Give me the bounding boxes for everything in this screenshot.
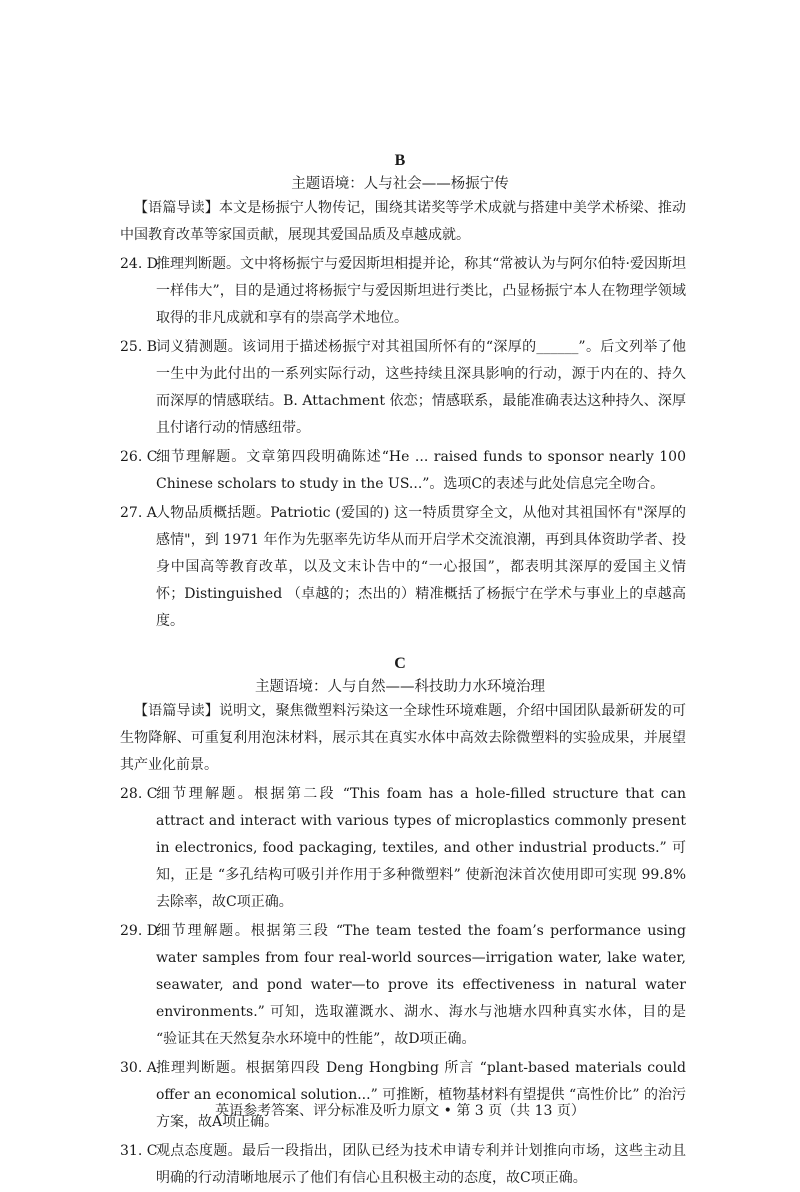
answer-number: 28. C: [120, 786, 158, 802]
answer-number: 29. D: [120, 923, 158, 939]
answer-explanation: 细节理解题。根据第三段 “The team tested the foam’s performance using water samples from four real-world sources—irrigation water, lake water, seawater, and pond water—to prove its effectiveness in natural water environments.” 可知，选取灌溉水、湖水、海水与池塘水四种真实水体，目的是 “验证其在天然复杂水环境中的性能”，故D项正确。: [156, 923, 686, 1047]
section-b-intro: 【语篇导读】本文是杨振宁人物传记，围绕其诺奖等学术成就与搭建中美学术桥梁、推动中国教育改革等家国贡献，展现其爱国品质及卓越成就。: [120, 200, 686, 243]
answer-explanation: 观点态度题。最后一段指出，团队已经为技术申请专利并计划推向市场，这些主动且明确的行动清晰地展示了他们有信心且积极主动的态度，故C项正确。: [156, 1143, 686, 1186]
answer-item-28: [120, 781, 686, 916]
section-c-letter: C: [394, 655, 406, 672]
answer-item-31: [120, 1138, 686, 1192]
answer-explanation: 人物品质概括题。Patriotic (爱国的) 这一特质贯穿全文，从他对其祖国怀有"深厚的感情"，到 1971 年作为先驱率先访华从而开启学术交流浪潮，再到具体资助学者、投身中国高等教育改革，以及文末讣告中的“一心报国”，都表明其深厚的爱国主义情怀；Distinguished （卓越的；杰出的）精准概括了杨振宁在学术与事业上的卓越高度。: [156, 505, 686, 629]
page-footer: 英语参考答案、评分标准及听力原文 • 第 3 页（共 13 页）: [215, 1103, 585, 1119]
answer-explanation: 细节理解题。文章第四段明确陈述“He ... raised funds to sponsor nearly 100 Chinese scholars to study in the US...”。选项C的表述与此处信息完全吻合。: [156, 449, 686, 492]
answer-number: 25. B: [120, 339, 158, 355]
answer-number: 26. C: [120, 449, 158, 465]
answer-explanation: 推理判断题。根据第四段 Deng Hongbing 所言 “plant-based materials could offer an economical solution...” 可推断，植物基材料有望提供 “高性价比” 的治污方案，故A项正确。: [156, 1060, 686, 1130]
answer-item-25: [120, 334, 686, 442]
answer-item-29: [120, 918, 686, 1053]
answer-item-27: [120, 500, 686, 635]
answer-explanation: 词义猜测题。该词用于描述杨振宁对其祖国所怀有的“深厚的______”。后文列举了他一生中为此付出的一系列实际行动，这些持续且深具影响的行动，源于内在的、持久而深厚的情感联结。B. Attachment 依恋；情感联系，最能准确表达这种持久、深厚且付诸行动的情感纽带。: [156, 339, 686, 436]
answer-explanation: 细节理解题。根据第二段 “This foam has a hole-filled structure that can attract and interact with various types of microplastics commonly present in electronics, food packaging, textiles, and other industrial products.” 可知，正是 “多孔结构可吸引并作用于多种微塑料” 使新泡沫首次使用即可实现 99.8%去除率，故C项正确。: [156, 786, 686, 910]
section-c-intro: 【语篇导读】说明文，聚焦微塑料污染这一全球性环境难题，介绍中国团队最新研发的可生物降解、可重复利用泡沫材料，展示其在真实水体中高效去除微塑料的实验成果，并展望其产业化前景。: [120, 703, 686, 773]
section-b-letter: B: [394, 152, 406, 169]
answer-number: 27. A: [120, 505, 157, 521]
answer-item-26: [120, 444, 686, 498]
answer-number: 24. D: [120, 256, 158, 272]
answer-number: 31. C: [120, 1143, 158, 1159]
answer-item-24: [120, 251, 686, 332]
answer-item-30: [120, 1055, 686, 1136]
answer-explanation: 推理判断题。文中将杨振宁与爱因斯坦相提并论，称其“常被认为与阿尔伯特·爱因斯坦一样伟大”，目的是通过将杨振宁与爱因斯坦进行类比，凸显杨振宁本人在物理学领域取得的非凡成就和享有的崇高学术地位。: [156, 256, 686, 326]
section-b-theme: 主题语境：人与社会——杨振宁传: [291, 176, 509, 192]
answer-number: 30. A: [120, 1060, 157, 1076]
section-c-theme: 主题语境：人与自然——科技助力水环境治理: [255, 679, 545, 695]
